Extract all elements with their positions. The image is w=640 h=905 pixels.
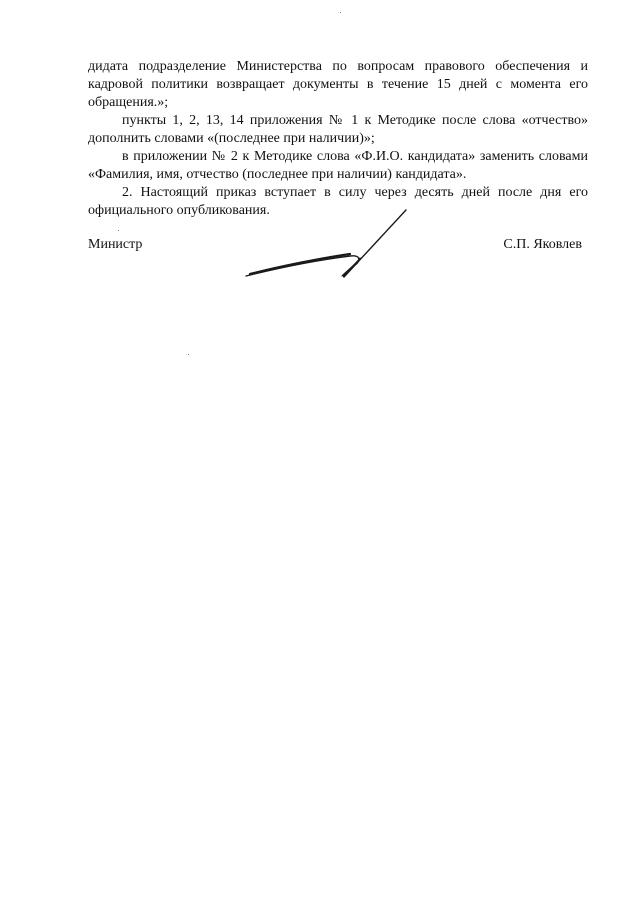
handwritten-signature <box>238 204 414 284</box>
paragraph-amendment-appendix: в приложении № 2 к Методике слова «Ф.И.О. кандидата» заменить словами «Фамилия, имя, отчество (последнее при наличии) кандидата». <box>88 149 588 182</box>
scan-speck <box>340 12 341 13</box>
paragraph-amendment-items: пункты 1, 2, 13, 14 приложения № 1 к Методике после слова «отчество» дополнить словами «(последнее при наличии)»; <box>88 113 588 146</box>
scan-speck <box>188 354 189 355</box>
paragraph-effective-date: 2. Настоящий приказ вступает в силу через десять дней после дня его официального опубликования. <box>88 185 588 218</box>
scan-speck <box>118 230 119 231</box>
signatory-title: Министр <box>88 237 143 252</box>
signatory-name: С.П. Яковлев <box>503 237 582 252</box>
paragraph-continuation: дидата подразделение Министерства по вопросам правового обеспечения и кадровой политики возвращает документы в течение 15 дней с момента его обращения.»; <box>88 59 588 110</box>
document-body <box>88 58 588 220</box>
